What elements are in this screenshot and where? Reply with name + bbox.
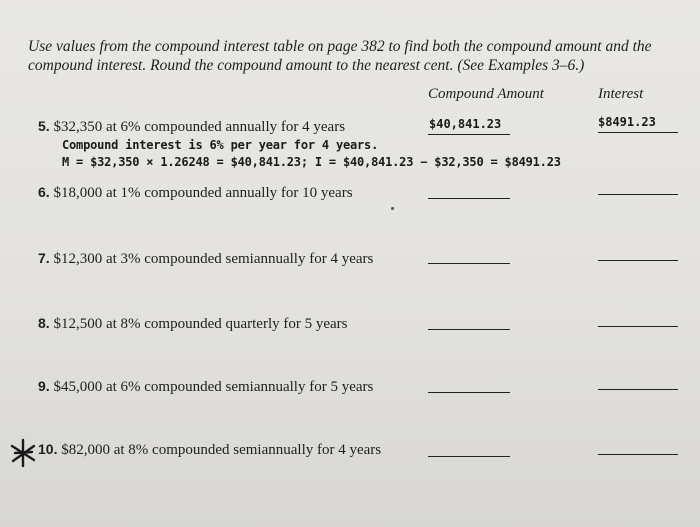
problem-number: 9. bbox=[38, 378, 50, 394]
problem-5 bbox=[38, 118, 345, 136]
problem-text: $12,500 at 8% compounded quarterly for 5 years bbox=[53, 316, 348, 332]
interest-answer-field-9[interactable] bbox=[598, 371, 678, 390]
problem-text: $45,000 at 6% compounded semiannually for 5 years bbox=[53, 379, 374, 395]
work-line-2: M = $32,350 × 1.26248 = $40,841.23; I = $40,841.23 − $32,350 = $8491.23 bbox=[62, 155, 561, 169]
compound-answer-field-9[interactable] bbox=[428, 374, 510, 393]
problem-9 bbox=[38, 378, 373, 396]
problem-6 bbox=[38, 184, 353, 202]
header-interest: Interest bbox=[598, 86, 644, 102]
asterisk-star-icon bbox=[10, 438, 36, 468]
compound-answer-field-8[interactable] bbox=[428, 311, 510, 330]
problem-number: 6. bbox=[38, 184, 50, 200]
compound-answer-field-10[interactable] bbox=[428, 438, 510, 457]
interest-answer-field-8[interactable] bbox=[598, 308, 678, 327]
work-line-1: Compound interest is 6% per year for 4 years. bbox=[62, 138, 379, 152]
pencil-mark bbox=[391, 207, 394, 210]
interest-answer-field-10[interactable] bbox=[598, 436, 678, 455]
instructions-text: Use values from the compound interest table on page 382 to find both the compound amount and the compound interest. Round the compound amount to the nearest cent. (See Examples 3–6.) bbox=[28, 38, 652, 74]
interest-answer-5: $8491.23 bbox=[598, 115, 656, 129]
problem-number: 7. bbox=[38, 250, 50, 266]
problem-8 bbox=[38, 315, 348, 333]
interest-answer-field-6[interactable] bbox=[598, 176, 678, 195]
problem-number: 5. bbox=[38, 118, 50, 134]
problem-text: $18,000 at 1% compounded annually for 10 years bbox=[53, 185, 353, 201]
problem-number: 8. bbox=[38, 315, 50, 331]
interest-answer-field-5[interactable] bbox=[598, 114, 678, 133]
compound-answer-field-5[interactable] bbox=[428, 116, 510, 135]
problem-text: $82,000 at 8% compounded semiannually for 4 years bbox=[61, 442, 382, 458]
problem-7 bbox=[38, 250, 373, 268]
interest-answer-field-7[interactable] bbox=[598, 242, 678, 261]
header-compound-amount: Compound Amount bbox=[428, 86, 544, 102]
problem-text: $32,350 at 6% compounded annually for 4 years bbox=[53, 119, 346, 135]
problem-text: $12,300 at 3% compounded semiannually for 4 years bbox=[53, 251, 374, 267]
compound-answer-5: $40,841.23 bbox=[429, 117, 502, 131]
problem-10 bbox=[38, 441, 381, 459]
compound-answer-field-7[interactable] bbox=[428, 245, 510, 264]
problem-number: 10. bbox=[38, 441, 58, 457]
compound-answer-field-6[interactable] bbox=[428, 180, 510, 199]
